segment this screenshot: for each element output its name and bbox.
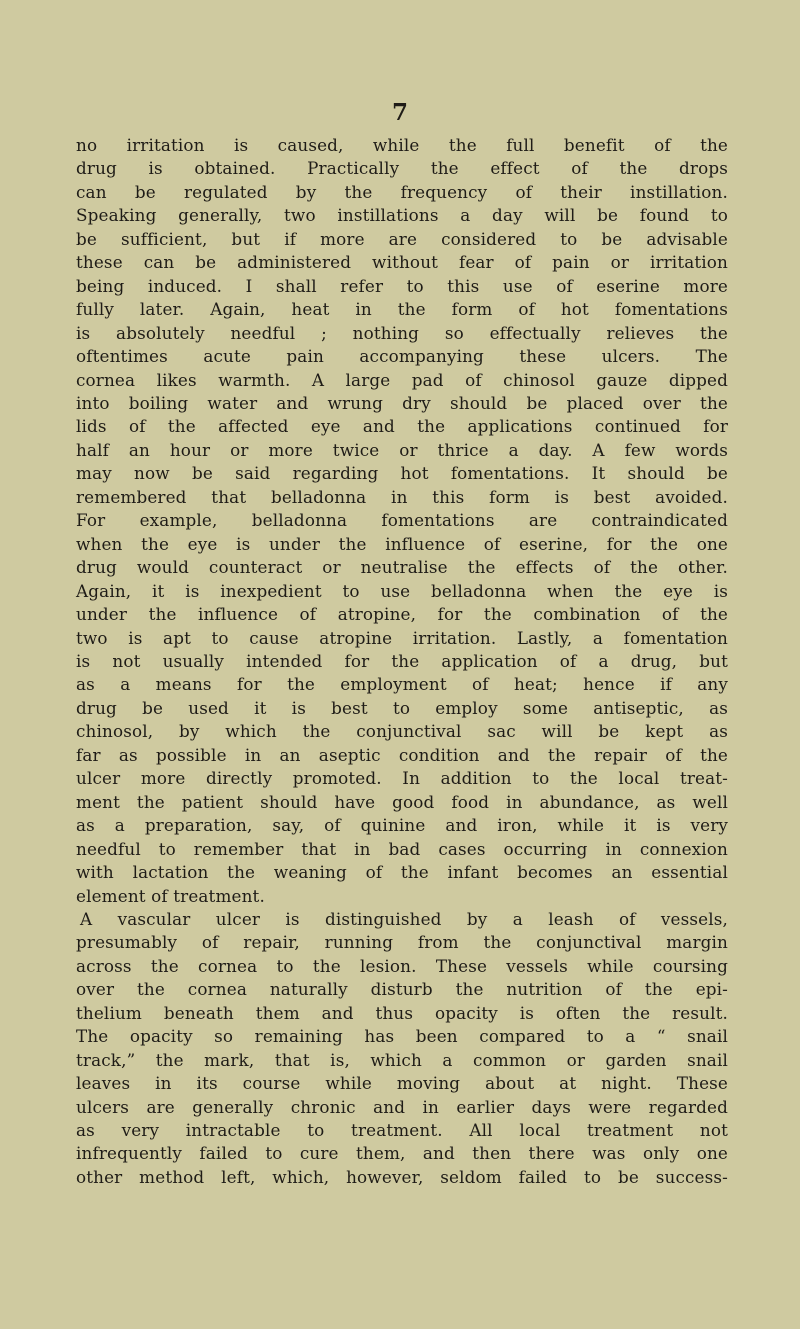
- text-line: chinosol, by which the conjunctival sac will be kept as: [76, 721, 728, 742]
- text-line: these can be administered without fear of pain or irritation: [76, 252, 728, 273]
- text-line: element of treatment.: [76, 885, 265, 906]
- text-line: as a means for the employment of heat; hence if any: [76, 674, 728, 695]
- paragraph: [76, 908, 728, 1189]
- body-text: [76, 134, 728, 1189]
- text-line: Again, it is inexpedient to use belladonna when the eye is: [76, 580, 728, 601]
- text-line: remembered that belladonna in this form is best avoided.: [76, 486, 728, 507]
- text-line: be sufficient, but if more are considered to be advisable: [76, 228, 728, 249]
- text-line: ment the patient should have good food in abundance, as well: [76, 791, 728, 812]
- text-line: as very intractable to treatment. All local treatment not: [76, 1120, 728, 1141]
- text-line: can be regulated by the frequency of their instillation.: [76, 181, 728, 202]
- text-line: far as possible in an aseptic condition and the repair of the: [76, 744, 728, 765]
- text-line: ulcers are generally chronic and in earlier days were regarded: [76, 1096, 728, 1117]
- text-line: cornea likes warmth. A large pad of chinosol gauze dipped: [76, 369, 728, 390]
- text-line: infrequently failed to cure them, and then there was only one: [76, 1143, 728, 1164]
- text-line: Speaking generally, two instillations a day will be found to: [76, 205, 728, 226]
- paragraph: [76, 134, 728, 908]
- text-line: under the influence of atropine, for the combination of the: [76, 604, 728, 625]
- text-line: may now be said regarding hot fomentations. It should be: [76, 463, 728, 484]
- text-line: leaves in its course while moving about at night. These: [76, 1073, 728, 1094]
- text-line: when the eye is under the influence of eserine, for the one: [76, 533, 728, 554]
- text-line: as a preparation, say, of quinine and iron, while it is very: [76, 815, 728, 836]
- text-line: lids of the affected eye and the applications continued for: [76, 416, 728, 437]
- text-line: two is apt to cause atropine irritation. Lastly, a fomentation: [76, 627, 728, 648]
- text-line: needful to remember that in bad cases occurring in connexion: [76, 838, 728, 859]
- text-line: track,” the mark, that is, which a common or garden snail: [76, 1049, 728, 1070]
- text-line: The opacity so remaining has been compared to a “ snail: [76, 1026, 728, 1047]
- text-line: no irritation is caused, while the full benefit of the: [76, 135, 728, 155]
- page-number: 7: [391, 99, 408, 126]
- text-line: fully later. Again, heat in the form of hot fomentations: [76, 299, 728, 320]
- text-line: across the cornea to the lesion. These vessels while coursing: [76, 955, 728, 976]
- text-line: thelium beneath them and thus opacity is often the result.: [76, 1002, 728, 1023]
- text-line: half an hour or more twice or thrice a day. A few words: [76, 439, 728, 460]
- text-line: other method left, which, however, seldom failed to be success-: [76, 1166, 728, 1187]
- text-line: A vascular ulcer is distinguished by a leash of vessels,: [80, 908, 728, 929]
- text-line: ulcer more directly promoted. In addition to the local treat-: [76, 768, 728, 789]
- text-line: drug be used it is best to employ some antiseptic, as: [76, 697, 728, 718]
- text-line: into boiling water and wrung dry should be placed over the: [76, 392, 728, 413]
- text-line: oftentimes acute pain accompanying these ulcers. The: [76, 346, 728, 367]
- text-line: being induced. I shall refer to this use of eserine more: [76, 275, 728, 296]
- text-line: drug is obtained. Practically the effect of the drops: [76, 158, 728, 179]
- text-line: For example, belladonna fomentations are contraindicated: [76, 510, 728, 531]
- text-line: over the cornea naturally disturb the nutrition of the epi-: [76, 979, 728, 1000]
- text-line: presumably of repair, running from the conjunctival margin: [76, 932, 728, 953]
- text-line: drug would counteract or neutralise the effects of the other.: [76, 557, 728, 578]
- text-line: is not usually intended for the application of a drug, but: [76, 650, 728, 671]
- text-line: is absolutely needful ; nothing so effectually relieves the: [76, 322, 728, 343]
- text-line: with lactation the weaning of the infant becomes an essential: [76, 862, 728, 883]
